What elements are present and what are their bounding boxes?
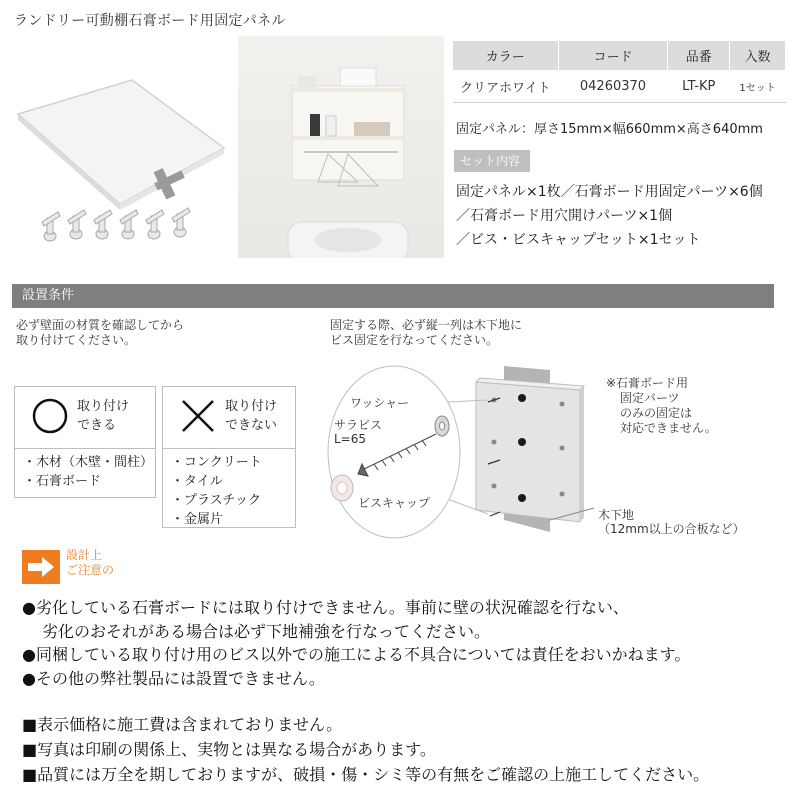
page-title: ランドリー可動棚石膏ボード用固定パネル	[14, 13, 286, 29]
set-line: ／ビス・ビスキャップセット×1セット	[456, 232, 701, 248]
note-line: 固定する際、必ず縦一列は木下地に	[330, 318, 523, 332]
notice-list	[22, 712, 709, 787]
caution-label	[66, 548, 114, 578]
incompatible-box	[162, 386, 296, 528]
list-item: ●その他の弊社製品には設置できません。	[22, 668, 325, 688]
cell-code: 04260370	[558, 71, 668, 103]
cross-icon	[179, 397, 217, 435]
list-item: ・タイル	[171, 474, 223, 489]
label-line: できる	[77, 418, 117, 433]
note-wall-material	[16, 318, 184, 348]
cap-label: ビスキャップ	[358, 496, 431, 510]
spec-table	[452, 40, 786, 103]
table-row	[453, 71, 786, 103]
caution-bullets	[22, 596, 690, 690]
list-item: ●同梱している取り付け用のビス以外での施工による不具合については責任をおいかねます。	[22, 645, 691, 664]
list-item: ・コンクリート	[171, 455, 262, 470]
label-line: ご注意の	[66, 563, 115, 577]
label-line: L=65	[334, 432, 367, 446]
label-line: 取り付け	[77, 399, 130, 414]
list-item: ・石膏ボード	[23, 474, 102, 489]
note-line: 取り付けてください。	[16, 333, 137, 347]
label-line: 固定パーツ	[620, 391, 680, 405]
list-item: ■表示価格に施工費は含まれておりません。	[22, 715, 343, 734]
label-line: 設計上	[66, 548, 103, 562]
label-line: （12mm以上の合板など）	[598, 522, 745, 536]
list-item: ■写真は印刷の関係上、実物とは異なる場合があります。	[22, 740, 436, 759]
product-image-installed	[238, 36, 444, 258]
cell-color: クリアホワイト	[453, 71, 559, 103]
list-item: ●劣化している石膏ボードには取り付けできません。事前に壁の状況確認を行ない、	[22, 598, 629, 617]
label-line: サラビス	[334, 418, 383, 432]
product-image-panel	[10, 36, 230, 258]
compatible-box	[14, 386, 156, 498]
label-line: 取り付け	[225, 399, 278, 414]
compatible-header	[15, 387, 155, 449]
column-header-code: コード	[558, 41, 668, 71]
label-line: できない	[225, 418, 278, 433]
screw-label	[334, 418, 382, 446]
note-line: ビス固定を行なってください。	[330, 333, 499, 347]
note-wood-base	[330, 318, 522, 348]
caution-arrow-icon	[22, 550, 60, 584]
note-line: 必ず壁面の材質を確認してから	[16, 318, 185, 332]
panel-dimensions: 固定パネル：厚さ15mm×幅660mm×高さ640mm	[456, 122, 763, 137]
circle-icon	[31, 397, 69, 435]
incompatible-header	[163, 387, 295, 449]
column-header-quantity: 入数	[730, 41, 786, 71]
column-header-color: カラー	[453, 41, 559, 71]
list-item: 劣化のおそれがある場合は必ず下地補強を行なってください。	[42, 621, 491, 641]
label-line: 対応できません。	[620, 421, 717, 435]
compatible-label	[77, 397, 129, 435]
wood-base-label	[598, 508, 745, 536]
cell-model: LT-KP	[668, 71, 730, 103]
label-line: ※石膏ボード用	[606, 376, 689, 390]
list-item: ・木材（木壁・間柱）	[23, 455, 154, 470]
incompatible-list	[163, 449, 295, 533]
label-line: 木下地	[598, 508, 635, 522]
spec-table-header	[453, 41, 786, 71]
section-header: 設置条件	[12, 284, 774, 308]
list-item: ■品質には万全を期しておりますが、破損・傷・シミ等の有無をご確認の上施工してください。	[22, 765, 710, 784]
label-line: のみの固定は	[620, 406, 693, 420]
list-item: ・プラスチック	[171, 493, 261, 508]
installation-diagram	[318, 360, 788, 550]
set-line: 固定パネル×1枚／石膏ボード用固定パーツ×6個	[456, 184, 763, 200]
set-contents	[456, 180, 763, 252]
set-line: ／石膏ボード用穴開けパーツ×1個	[456, 208, 673, 224]
washer-label: ワッシャー	[350, 396, 410, 410]
set-contents-label: セット内容	[454, 150, 530, 172]
cell-quantity: 1セット	[730, 71, 786, 103]
list-item: ・金属片	[171, 512, 224, 527]
gypsum-only-note	[606, 376, 717, 436]
column-header-model: 品番	[668, 41, 730, 71]
incompatible-label	[225, 397, 277, 435]
compatible-list	[15, 449, 155, 495]
